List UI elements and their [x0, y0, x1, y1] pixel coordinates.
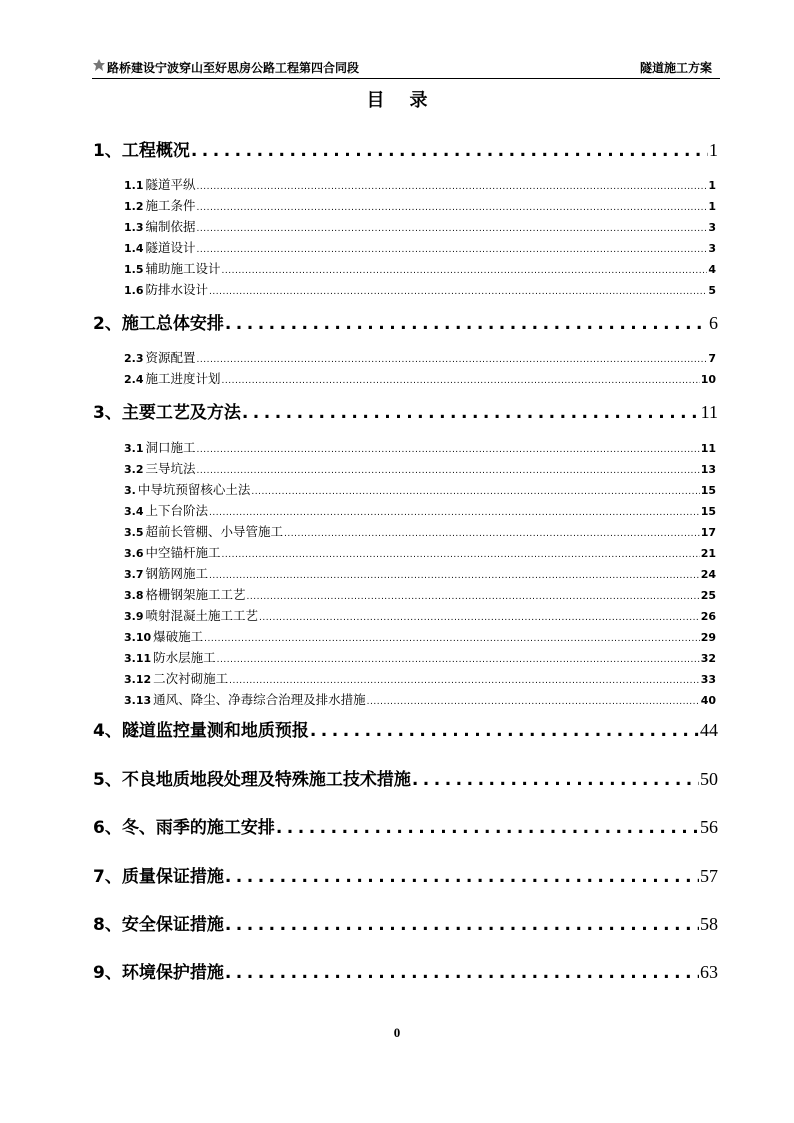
toc-entry-1-5[interactable]: [124, 259, 716, 277]
toc-entry-3-9[interactable]: [124, 606, 716, 624]
toc-entry-number: 3.9: [124, 610, 144, 623]
toc-entry-page: 10: [700, 373, 716, 386]
toc-leader: [209, 287, 707, 297]
toc-entry-title: 喷射混凝土施工工艺: [145, 608, 259, 623]
toc-entry-number: 1.3: [124, 221, 144, 234]
toc-leader: [225, 915, 699, 935]
toc-entry-number: 3.8: [124, 589, 144, 602]
toc-entry-title: 辅助施工设计: [145, 261, 221, 276]
toc-leader: [197, 445, 700, 455]
toc-leader: [276, 818, 699, 838]
toc-entry-number: 3.11: [124, 652, 152, 665]
toc-leader: [204, 634, 700, 644]
toc-entry-3-3[interactable]: [124, 480, 716, 498]
toc-entry-page: 11: [700, 402, 718, 422]
toc-entry-page: 25: [700, 589, 716, 602]
toc-entry-page: 21: [700, 547, 716, 560]
toc-leader: [197, 355, 708, 365]
toc-entry-number: 3.12: [124, 673, 152, 686]
toc-leader: [225, 314, 708, 334]
toc-entry-3-2[interactable]: [124, 459, 716, 477]
toc-entry-title: 超前长管棚、小导管施工: [145, 524, 284, 539]
toc-entry-title: 二次衬砌施工: [153, 671, 229, 686]
header-right-title: 隧道施工方案: [639, 61, 712, 75]
toc-entry-number: 3.10: [124, 631, 152, 644]
toc-entry-page: 24: [700, 568, 716, 581]
toc-entry-page: 1: [708, 200, 716, 213]
toc-entry-title: 防水层施工: [153, 650, 216, 665]
toc-entry-page: 7: [708, 352, 716, 365]
toc-entry-page: 11: [700, 442, 716, 455]
toc-entry-number: 1.5: [124, 263, 144, 276]
toc-entry-number: 3.4: [124, 505, 144, 518]
toc-entry-1-2[interactable]: [124, 196, 716, 214]
page-header: [92, 56, 720, 79]
toc-entry-3-12[interactable]: [124, 669, 716, 687]
toc-entry-page: 17: [700, 526, 716, 539]
toc-entry-3-10[interactable]: [124, 627, 716, 645]
toc-entry-page: 5: [708, 284, 716, 297]
toc-entry-title: 6、冬、雨季的施工安排: [93, 818, 275, 838]
document-title: 目 录: [366, 90, 428, 111]
toc-leader: [197, 224, 708, 234]
toc-leader: [197, 466, 700, 476]
toc-entry-number: 3.13: [124, 694, 152, 707]
toc-entry-2-3[interactable]: [124, 348, 716, 366]
toc-entry-number: 1.6: [124, 284, 144, 297]
toc-entry-1-4[interactable]: [124, 238, 716, 256]
toc-leader: [197, 245, 708, 255]
toc-leader: [242, 403, 700, 423]
toc-entry-page: 3: [708, 242, 716, 255]
toc-entry-number: 3.: [124, 484, 136, 497]
toc-entry-number: 1.2: [124, 200, 144, 213]
toc-entry-title: 爆破施工: [153, 629, 204, 644]
toc-entry-number: 2.3: [124, 352, 144, 365]
toc-entry-title: 钢筋网施工: [145, 566, 209, 581]
toc-entry-1-3[interactable]: [124, 217, 716, 235]
header-left-title: 路桥建设宁波穿山至好思房公路工程第四合同段: [107, 61, 360, 75]
toc-entry-title: 2、施工总体安排: [93, 314, 224, 334]
toc-entry-3-4[interactable]: [124, 501, 716, 519]
toc-entry-title: 格栅钢架施工工艺: [145, 587, 246, 602]
toc-entry-number: 3.6: [124, 547, 144, 560]
toc-entry-3-8[interactable]: [124, 585, 716, 603]
toc-entry-number: 3.1: [124, 442, 144, 455]
toc-leader: [247, 592, 700, 602]
toc-entry-title: 施工条件: [145, 198, 196, 213]
toc-entry-title: 隧道平纵: [145, 177, 196, 192]
page-number: 0: [393, 1025, 401, 1040]
toc-leader: [217, 655, 700, 665]
toc-leader: [191, 141, 708, 161]
toc-entry-title: 三导坑法: [145, 461, 196, 476]
toc-entry-page: 56: [700, 817, 718, 837]
company-logo-icon: [92, 58, 106, 72]
toc-entry-title: 9、环境保护措施: [93, 963, 224, 983]
toc-entry-page: 15: [700, 505, 716, 518]
toc-entry-number: 3.5: [124, 526, 144, 539]
toc-leader: [209, 508, 700, 518]
toc-leader: [209, 571, 700, 581]
toc-leader: [229, 676, 700, 686]
toc-leader: [225, 867, 699, 887]
toc-entry-title: 中空锚杆施工: [145, 545, 221, 560]
toc-entry-page: 13: [700, 463, 716, 476]
toc-entry-page: 3: [708, 221, 716, 234]
toc-entry-number: 3.7: [124, 568, 144, 581]
toc-leader: [367, 697, 700, 707]
toc-entry-page: 26: [700, 610, 716, 623]
toc-entry-3-13[interactable]: [124, 690, 716, 708]
toc-entry-page: 58: [700, 914, 718, 934]
toc-leader: [222, 266, 708, 276]
toc-entry-title: 编制依据: [145, 219, 196, 234]
toc-leader: [222, 550, 700, 560]
toc-entry-title: 8、安全保证措施: [93, 915, 224, 935]
toc-entry-title: 洞口施工: [145, 440, 196, 455]
toc-entry-title: 资源配置: [145, 350, 196, 365]
toc-entry-page: 29: [700, 631, 716, 644]
toc-entry-title: 防排水设计: [145, 282, 209, 297]
toc-entry-title: 隧道设计: [145, 240, 196, 255]
toc-entry-3-11[interactable]: [124, 648, 716, 666]
toc-entry-title: 中导坑预留核心土法: [137, 482, 251, 497]
toc-entry-page: 1: [708, 179, 716, 192]
toc-entry-title: 4、隧道监控量测和地质预报: [93, 721, 309, 741]
toc-entry-title: 1、工程概况: [93, 141, 190, 161]
toc-entry-title: 施工进度计划: [145, 371, 221, 386]
toc-entry-number: 1.4: [124, 242, 144, 255]
toc-leader: [251, 487, 699, 497]
toc-entry-1[interactable]: [93, 136, 718, 161]
toc-leader: [259, 613, 700, 623]
toc-leader: [222, 376, 700, 386]
toc-entry-page: 6: [709, 313, 718, 333]
toc-entry-8[interactable]: [93, 910, 718, 935]
toc-entry-number: 3.2: [124, 463, 144, 476]
toc-entry-page: 32: [700, 652, 716, 665]
toc-entry-3-6[interactable]: [124, 543, 716, 561]
toc-entry-page: 33: [700, 673, 716, 686]
toc-entry-7[interactable]: [93, 862, 718, 887]
toc-entry-number: 1.1: [124, 179, 144, 192]
toc-entry-1-6[interactable]: [124, 280, 716, 298]
toc-leader: [197, 203, 708, 213]
toc-entry-3-1[interactable]: [124, 438, 716, 456]
toc-leader: [412, 770, 699, 790]
toc-entry-title: 5、不良地质地段处理及特殊施工技术措施: [93, 770, 411, 790]
toc-entry-9[interactable]: [93, 958, 718, 983]
toc-entry-title: 上下台阶法: [145, 503, 209, 518]
toc-entry-3-7[interactable]: [124, 564, 716, 582]
toc-entry-number: 2.4: [124, 373, 144, 386]
toc-entry-page: 44: [700, 720, 718, 740]
toc-entry-title: 7、质量保证措施: [93, 867, 224, 887]
toc-entry-title: 通风、降尘、净毒综合治理及排水措施: [153, 692, 366, 707]
toc-entry-page: 1: [709, 140, 718, 160]
toc-entry-page: 63: [700, 962, 718, 982]
toc-entry-1-1[interactable]: [124, 175, 716, 193]
toc-entry-2-4[interactable]: [124, 369, 716, 387]
toc-leader: [197, 182, 708, 192]
toc-entry-title: 3、主要工艺及方法: [93, 403, 241, 423]
toc-entry-3[interactable]: [93, 398, 718, 423]
toc-entry-page: 15: [700, 484, 716, 497]
toc-entry-4[interactable]: [93, 716, 718, 741]
toc-entry-page: 50: [700, 769, 718, 789]
toc-entry-page: 57: [700, 866, 718, 886]
toc-leader: [284, 529, 700, 539]
toc-entry-3-5[interactable]: [124, 522, 716, 540]
toc-leader: [310, 721, 699, 741]
toc-entry-page: 4: [708, 263, 716, 276]
toc-entry-5[interactable]: [93, 765, 718, 790]
toc-entry-2[interactable]: [93, 309, 718, 334]
toc-entry-page: 40: [700, 694, 716, 707]
toc-leader: [225, 963, 699, 983]
toc-entry-6[interactable]: [93, 813, 718, 838]
